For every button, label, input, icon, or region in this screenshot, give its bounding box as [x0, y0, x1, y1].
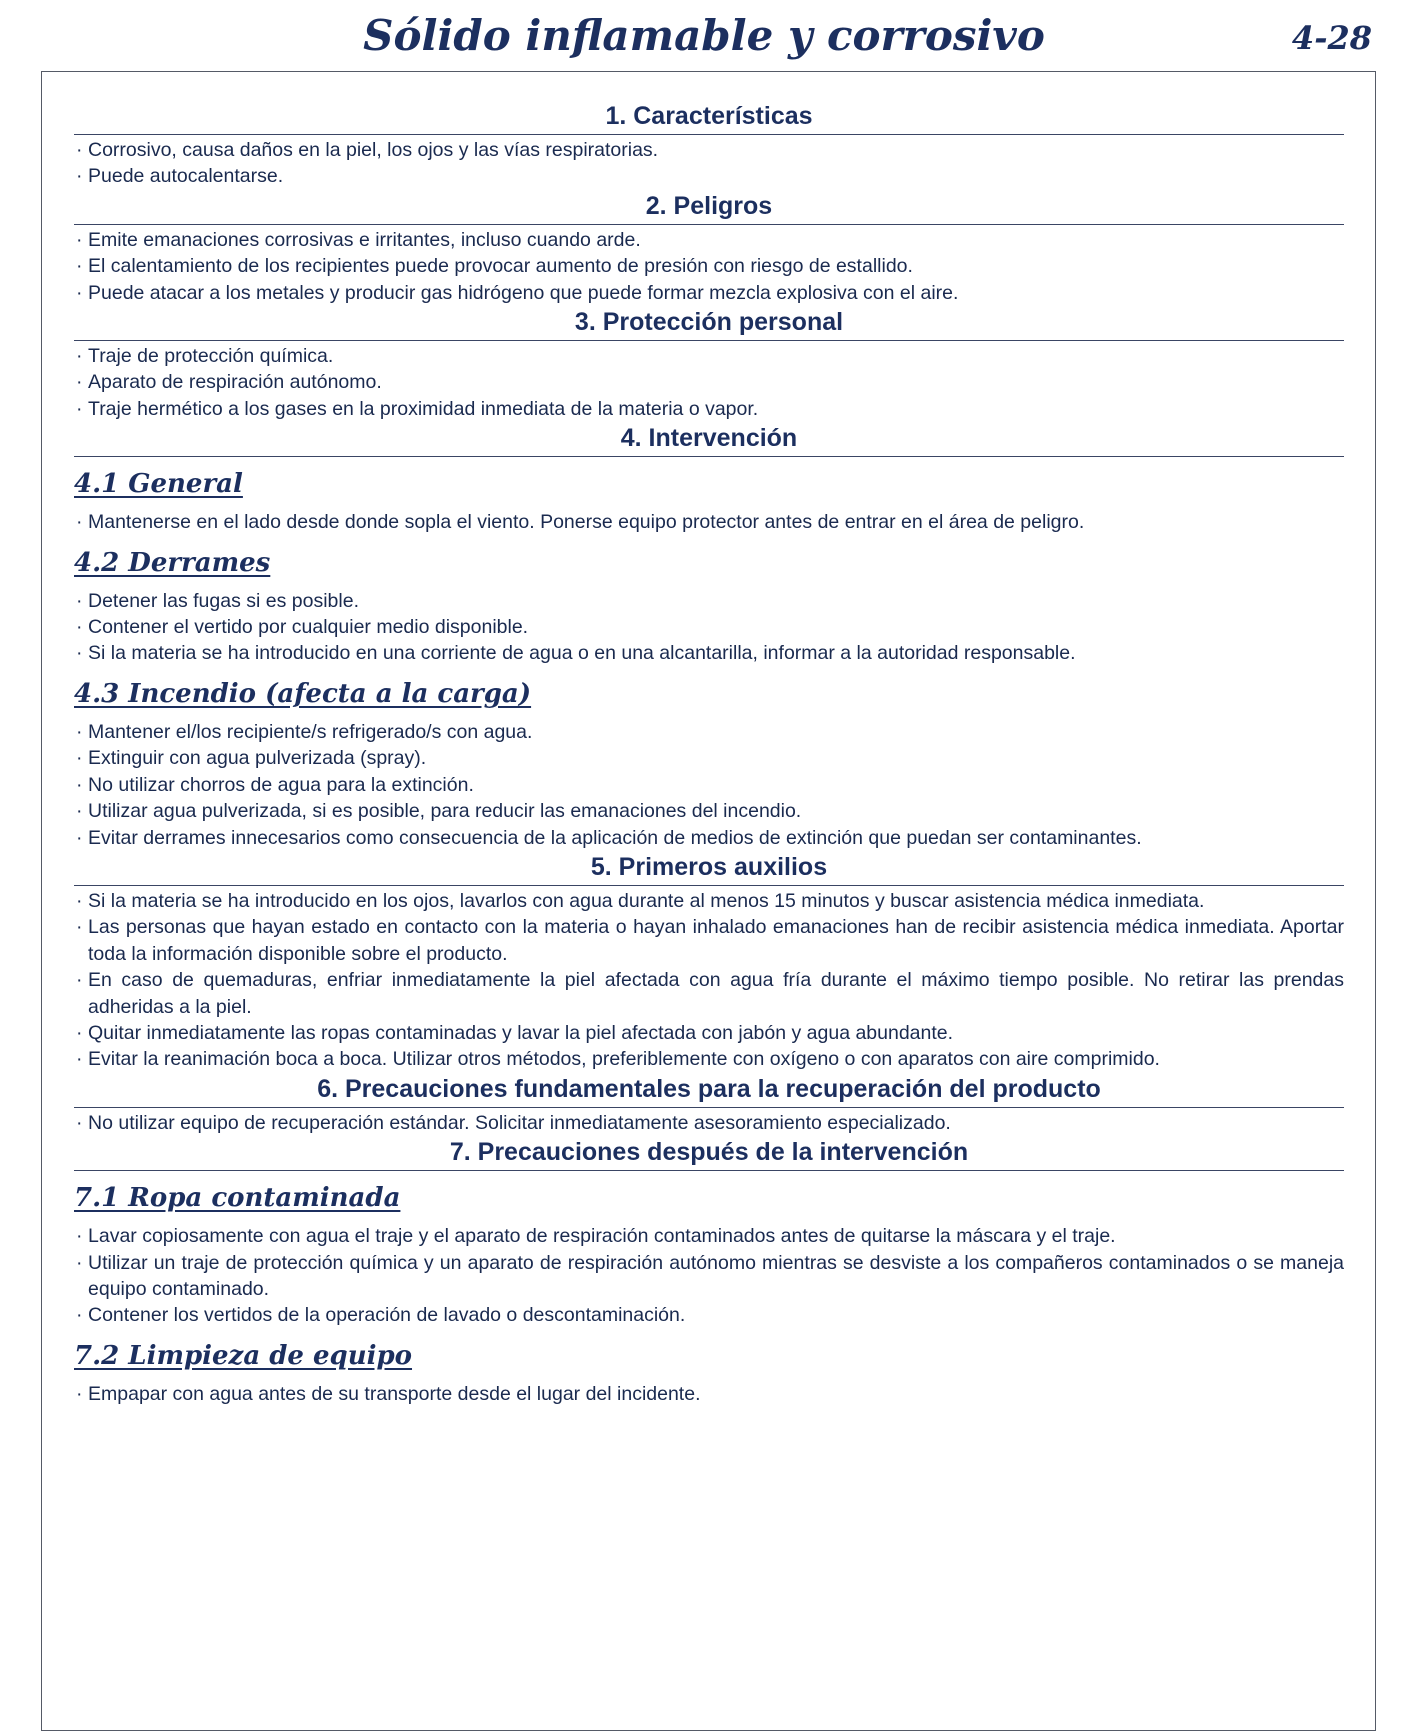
bullet-list: [74, 888, 1344, 1073]
subsection-title: 4.2 Derrames: [74, 547, 271, 578]
list-item: · Empapar con agua antes de su transporte desde el lugar del incidente.: [74, 1381, 1344, 1407]
list-item: · En caso de quemaduras, enfriar inmediatamente la piel afectada con agua fría durante el máximo tiempo posible. No retirar las prendas adheridas a la piel.: [74, 967, 1344, 1020]
section: [74, 190, 1344, 306]
section-heading: 3. Protección personal: [74, 306, 1344, 341]
bullet-list: [74, 588, 1344, 667]
bullet-list: [74, 509, 1344, 535]
bullet-list: [74, 1381, 1344, 1407]
list-item: · Mantenerse en el lado desde donde sopla el viento. Ponerse equipo protector antes de entrar en el área de peligro.: [74, 509, 1344, 535]
section-heading: 7. Precauciones después de la intervención: [74, 1136, 1344, 1171]
list-item: · Lavar copiosamente con agua el traje y el aparato de respiración contaminados antes de quitarse la máscara y el traje.: [74, 1223, 1344, 1249]
section: [74, 306, 1344, 422]
bullet-list: [74, 227, 1344, 306]
bullet-list: [74, 343, 1344, 422]
section-heading: 5. Primeros auxilios: [74, 851, 1344, 886]
list-item: · Corrosivo, causa daños en la piel, los ojos y las vías respiratorias.: [74, 137, 1344, 163]
bullet-list: [74, 1110, 1344, 1136]
list-item: · Utilizar un traje de protección química y un aparato de respiración autónomo mientras se desviste a los compañeros contaminados o se maneja equipo contaminado.: [74, 1250, 1344, 1303]
section-heading: 4. Intervención: [74, 422, 1344, 457]
section: [74, 422, 1344, 851]
list-item: · El calentamiento de los recipientes puede provocar aumento de presión con riesgo de estallido.: [74, 253, 1344, 279]
list-item: · Traje de protección química.: [74, 343, 1344, 369]
list-item: · Quitar inmediatamente las ropas contaminadas y lavar la piel afectada con jabón y agua abundante.: [74, 1020, 1344, 1046]
subsection-title: 7.2 Limpieza de equipo: [74, 1340, 413, 1371]
list-item: · Contener el vertido por cualquier medio disponible.: [74, 614, 1344, 640]
list-item: · Si la materia se ha introducido en una corriente de agua o en una alcantarilla, informar a la autoridad responsable.: [74, 640, 1344, 666]
list-item: · Evitar derrames innecesarios como consecuencia de la aplicación de medios de extinción que puedan ser contaminantes.: [74, 825, 1344, 851]
list-item: · Utilizar agua pulverizada, si es posible, para reducir las emanaciones del incendio.: [74, 798, 1344, 824]
list-item: · Detener las fugas si es posible.: [74, 588, 1344, 614]
list-item: · Puede autocalentarse.: [74, 163, 1344, 189]
bullet-list: [74, 137, 1344, 190]
section: [74, 100, 1344, 190]
list-item: · Traje hermético a los gases en la proximidad inmediata de la materia o vapor.: [74, 396, 1344, 422]
list-item: · No utilizar equipo de recuperación estándar. Solicitar inmediatamente asesoramiento especializado.: [74, 1110, 1344, 1136]
list-item: · Las personas que hayan estado en contacto con la materia o hayan inhalado emanaciones han de recibir asistencia médica inmediata. Aportar toda la información disponible sobre el producto.: [74, 914, 1344, 967]
section: [74, 1136, 1344, 1407]
subsection-title: 7.1 Ropa contaminada: [74, 1183, 401, 1214]
section: [74, 1073, 1344, 1136]
list-item: · Emite emanaciones corrosivas e irritantes, incluso cuando arde.: [74, 227, 1344, 253]
list-item: · Evitar la reanimación boca a boca. Utilizar otros métodos, preferiblemente con oxígeno o con aparatos con aire comprimido.: [74, 1046, 1344, 1072]
section-heading: 2. Peligros: [74, 190, 1344, 225]
list-item: · Puede atacar a los metales y producir gas hidrógeno que puede formar mezcla explosiva con el aire.: [74, 280, 1344, 306]
section-heading: 6. Precauciones fundamentales para la recuperación del producto: [74, 1073, 1344, 1108]
list-item: · No utilizar chorros de agua para la extinción.: [74, 772, 1344, 798]
list-item: · Contener los vertidos de la operación de lavado o descontaminación.: [74, 1302, 1344, 1328]
list-item: · Mantener el/los recipiente/s refrigerado/s con agua.: [74, 719, 1344, 745]
list-item: · Aparato de respiración autónomo.: [74, 369, 1344, 395]
page-title: Sólido inflamable y corrosivo: [363, 11, 1045, 60]
page-number: 4-28: [1291, 19, 1372, 57]
bullet-list: [74, 719, 1344, 851]
subsection-title: 4.3 Incendio (afecta a la carga): [74, 678, 532, 709]
bullet-list: [74, 1223, 1344, 1329]
list-item: · Extinguir con agua pulverizada (spray).: [74, 745, 1344, 771]
list-item: · Si la materia se ha introducido en los ojos, lavarlos con agua durante al menos 15 minutos y buscar asistencia médica inmediata.: [74, 888, 1344, 914]
section: [74, 851, 1344, 1073]
document-body: [74, 100, 1344, 1407]
subsection-title: 4.1 General: [74, 469, 243, 500]
section-heading: 1. Características: [74, 100, 1344, 135]
